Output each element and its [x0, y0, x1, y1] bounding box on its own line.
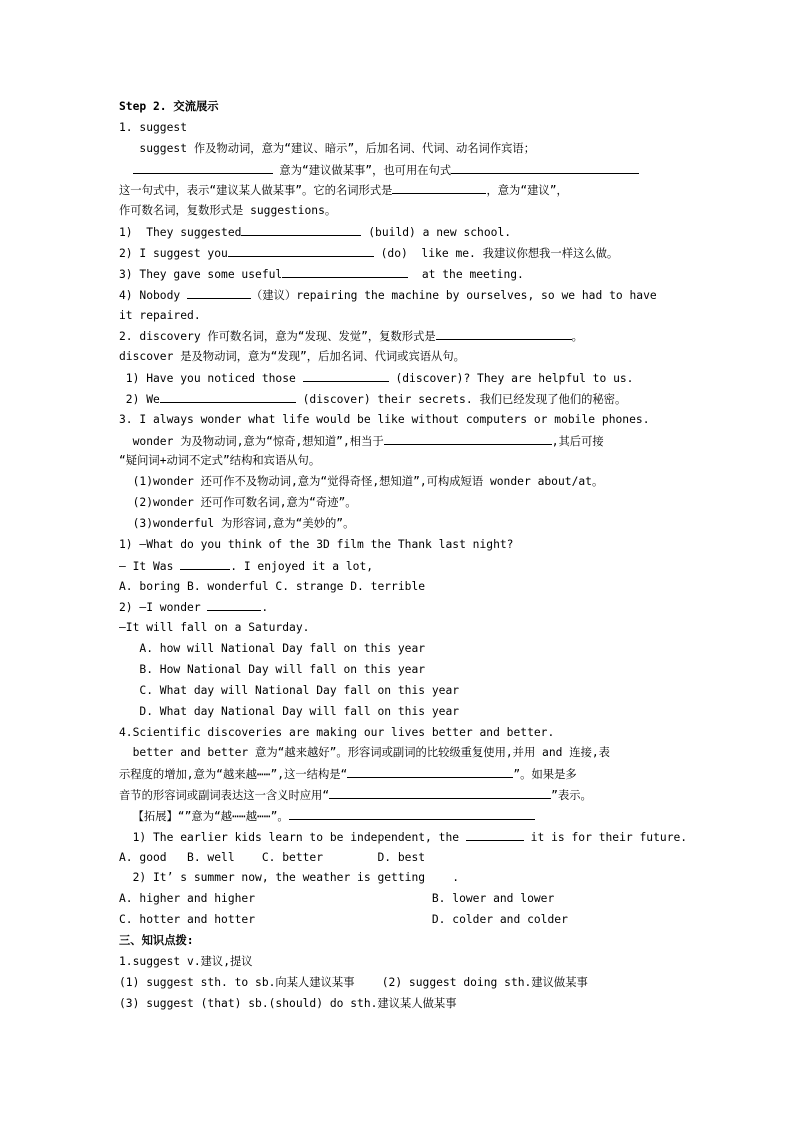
text-line [119, 98, 219, 116]
line-text: 作可数名词，复数形式是 suggestions。 [119, 204, 337, 218]
line-text: (2)wonder 还可作可数名词,意为“奇迹”。 [119, 496, 357, 510]
line-text: A. higher and higher B. lower and lower [119, 892, 555, 906]
line-text: 1.suggest v.建议,提议 [119, 954, 253, 968]
text-line [119, 786, 592, 804]
line-text: discover 是及物动词，意为“发现”，后加名词、代词或宾语从句。 [119, 350, 465, 364]
line-text: (build) a new school. [361, 226, 512, 240]
text-line [119, 452, 320, 470]
line-text: 4) Nobody [119, 288, 188, 302]
line-text: 1) They suggested [119, 226, 242, 240]
line-text: . I enjoyed it a lot, [230, 559, 374, 573]
line-text: it is for their future. [523, 830, 688, 844]
line-text: 2. discovery 作可数名词，意为“发现、发觉”，复数形式是 [119, 330, 436, 344]
line-text: ,其后可接 [551, 434, 604, 448]
answer-blank[interactable] [282, 265, 408, 278]
text-line [119, 536, 513, 554]
text-line [119, 619, 309, 637]
answer-blank[interactable] [207, 598, 261, 611]
line-text: — It Was [119, 559, 181, 573]
line-text: A. good B. well C. better D. best [119, 850, 426, 864]
line-text: (3)wonderful 为形容词,意为“美妙的”。 [119, 517, 355, 530]
answer-blank[interactable] [329, 786, 551, 799]
line-text: 【拓展】“”意为“越⋯⋯越⋯⋯”。 [119, 809, 289, 823]
line-text: 1) Have you noticed those [119, 372, 303, 386]
line-text: ，意为“建议”， [486, 184, 568, 198]
text-line [119, 661, 425, 679]
text-line [119, 744, 610, 762]
text-line [119, 432, 604, 450]
line-text: （建议）repairing the machine by ourselves, so we had to have [251, 288, 657, 302]
answer-blank[interactable] [133, 161, 273, 174]
text-line [119, 703, 459, 721]
text-line [119, 807, 535, 825]
section-heading: 三、知识点拨: [119, 934, 194, 947]
text-line [119, 557, 373, 575]
answer-blank[interactable] [187, 286, 251, 299]
text-line [119, 369, 634, 387]
line-text: C. hotter and hotter D. colder and colder [119, 913, 568, 927]
line-text: (discover) their secrets. 我们已经发现了他们的秘密。 [295, 392, 627, 406]
line-text: 2) —I wonder [119, 601, 208, 615]
answer-blank[interactable] [347, 765, 513, 778]
line-text: —It will fall on a Saturday. [119, 621, 310, 635]
text-line [119, 995, 457, 1013]
text-line [119, 911, 568, 929]
text-line [119, 724, 554, 742]
answer-blank[interactable] [289, 807, 535, 820]
line-text: 音节的形容词或副词表达这一含义时应用“ [119, 789, 330, 803]
text-line [119, 390, 626, 408]
text-line [119, 494, 357, 512]
answer-blank[interactable] [451, 161, 639, 174]
line-text: 1) The earlier kids learn to be independent, the [119, 830, 466, 844]
line-text: “疑问词+动词不定式”结构和宾语从句。 [119, 454, 321, 468]
line-text: 3. I always wonder what life would be like without computers or mobile phones. [119, 412, 650, 426]
line-text: C. What day will National Day fall on this year [119, 683, 460, 697]
line-text: suggest 作及物动词，意为“建议、暗示”，后加名词、代词、动名词作宾语； [119, 141, 536, 155]
line-text: it repaired. [119, 308, 201, 322]
text-line [119, 828, 687, 846]
text-line [119, 953, 253, 971]
line-text: A. how will National Day fall on this year [119, 642, 426, 656]
answer-blank[interactable] [392, 181, 486, 194]
line-text: 1) —What do you think of the 3D film the Thank last night? [119, 537, 514, 551]
line-text: better and better 意为“越来越好”。形容词或副词的比较级重复使用,并用 and 连接,表 [119, 746, 610, 760]
text-line [119, 765, 577, 783]
line-text: (do) like me. 我建议你想我一样这么做。 [373, 246, 619, 260]
text-line [119, 869, 459, 887]
line-text: . [261, 601, 269, 615]
text-line [119, 265, 524, 283]
line-text: 2) We [119, 392, 160, 406]
text-line [119, 515, 354, 533]
answer-blank[interactable] [466, 828, 524, 841]
text-line [119, 932, 194, 950]
text-line [119, 140, 535, 158]
line-text: D. What day National Day will fall on this year [119, 704, 460, 718]
answer-blank[interactable] [436, 327, 572, 340]
text-line [119, 890, 554, 908]
line-text: 3) They gave some useful [119, 267, 283, 281]
line-text: 4.Scientific discoveries are making our lives better and better. [119, 725, 555, 739]
answer-blank[interactable] [228, 244, 374, 257]
line-text: 这一句式中，表示“建议某人做某事”。它的名词形式是 [119, 184, 393, 198]
line-text: 2) I suggest you [119, 246, 228, 260]
text-line [119, 682, 459, 700]
line-text: 2) It’ s summer now, the weather is getting . [119, 871, 460, 885]
text-line [119, 307, 201, 325]
line-text: at the meeting. [408, 267, 524, 281]
line-text: ”表示。 [551, 789, 592, 803]
line-text [119, 164, 133, 177]
line-text: wonder 为及物动词,意为“惊奇,想知道”,相当于 [119, 434, 384, 448]
line-text: (3) suggest (that) sb.(should) do sth.建议某人做某事 [119, 996, 457, 1010]
answer-blank[interactable] [303, 369, 389, 382]
line-text: A. boring B. wonderful C. strange D. terrible [119, 579, 426, 593]
text-line [119, 640, 425, 658]
line-text: (1) suggest sth. to sb.向某人建议某事 (2) suggest doing sth.建议做某事 [119, 975, 588, 989]
text-line [119, 119, 187, 137]
text-line [119, 578, 425, 596]
text-line [119, 181, 568, 199]
line-text: (discover)? They are helpful to us. [388, 372, 634, 386]
text-line [119, 849, 425, 867]
text-line [119, 348, 465, 366]
line-text: B. How National Day will fall on this year [119, 662, 426, 676]
line-text: 1. suggest [119, 120, 188, 134]
text-line [119, 244, 618, 262]
text-line [119, 286, 657, 304]
text-line [119, 598, 268, 616]
line-text: 意为“建议做某事”，也可用在句式 [272, 163, 452, 177]
line-text: 示程度的增加,意为“越来越⋯⋯”,这一结构是“ [119, 768, 348, 782]
text-line [119, 974, 588, 992]
line-text: ”。如果是多 [513, 768, 577, 782]
answer-blank[interactable] [384, 432, 552, 445]
text-line [119, 223, 511, 241]
text-line [119, 161, 639, 179]
line-text: 。 [571, 330, 583, 344]
text-line [119, 473, 603, 491]
text-line [119, 411, 650, 429]
text-line [119, 327, 583, 345]
line-text: (1)wonder 还可作不及物动词,意为“觉得奇怪,想知道”,可构成短语 wonder about/at。 [119, 475, 604, 489]
answer-blank[interactable] [160, 390, 296, 403]
answer-blank[interactable] [180, 557, 230, 570]
text-line [119, 202, 336, 220]
answer-blank[interactable] [241, 223, 361, 236]
section-heading: Step 2. 交流展示 [119, 100, 219, 113]
